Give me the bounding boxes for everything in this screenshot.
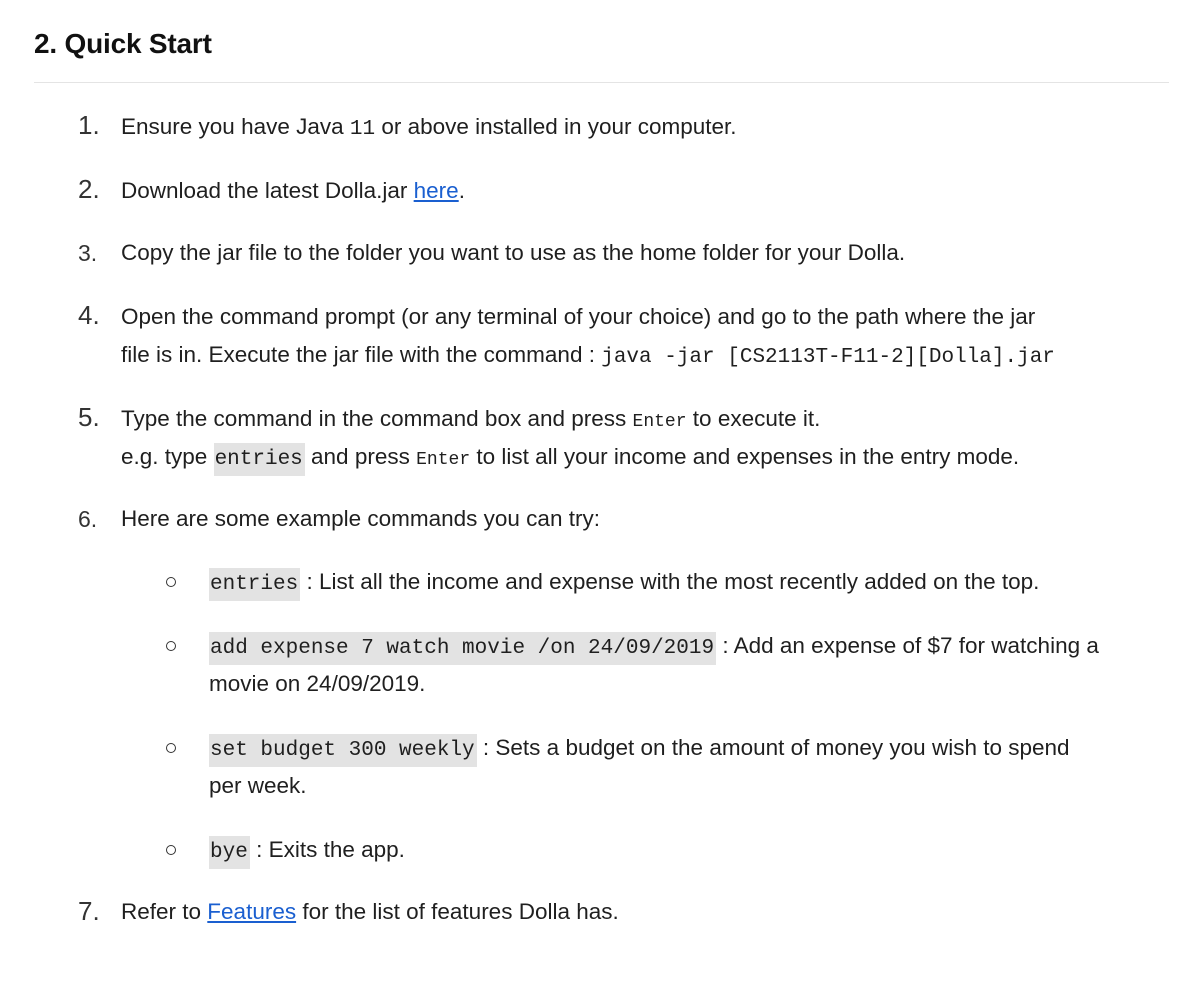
step-2-text-after: .	[458, 178, 465, 203]
step-5-line-2-mid: and press	[304, 444, 417, 469]
circle-bullet-icon	[166, 845, 176, 855]
circle-bullet-icon	[166, 577, 176, 587]
example-code-set-budget: set budget 300 weekly	[209, 734, 477, 767]
example-code-bye: bye	[209, 836, 250, 869]
step-4-line-1: Open the command prompt (or any terminal of your choice) and go to the path where the jar	[121, 304, 1036, 329]
enter-key-label-2: Enter	[416, 450, 471, 470]
circle-bullet-icon	[166, 743, 176, 753]
step-1-text	[121, 116, 737, 140]
step-2-text	[121, 180, 465, 203]
step-4-line-2	[121, 344, 1055, 368]
example-set-budget	[209, 737, 1070, 761]
step-5-line-1	[121, 408, 820, 431]
step-1-text-before: Ensure you have Java	[121, 114, 350, 139]
download-here-link[interactable]: here	[413, 178, 459, 203]
example-entries	[209, 571, 1039, 595]
features-link[interactable]: Features	[207, 899, 297, 924]
step-number-7: 7.	[78, 896, 100, 926]
section-heading: 2. Quick Start	[34, 28, 212, 59]
example-code-entries: entries	[209, 568, 300, 601]
step-number-4: 4.	[78, 300, 100, 330]
example-add-expense	[209, 635, 1099, 659]
step-4-line-2-text: file is in. Execute the jar file with the command :	[121, 342, 602, 367]
run-jar-command: java -jar [CS2113T-F11-2][Dolla].jar	[601, 346, 1055, 369]
example-add-expense-line-2: movie on 24/09/2019.	[209, 671, 426, 696]
step-3-text: Copy the jar file to the folder you want to use as the home folder for your Dolla.	[121, 240, 906, 265]
step-number-5: 5.	[78, 402, 100, 432]
step-5-line-1-after: to execute it.	[686, 406, 821, 431]
step-1-java-version: 11	[349, 118, 376, 141]
entries-code-inline: entries	[214, 443, 305, 476]
step-number-6: 6.	[78, 506, 98, 532]
example-bye-description: : Exits the app.	[249, 837, 405, 862]
step-1-text-after: or above installed in your computer.	[375, 114, 737, 139]
step-number-1: 1.	[78, 110, 100, 140]
example-set-budget-line-2: per week.	[209, 773, 307, 798]
enter-key-label: Enter	[632, 412, 687, 432]
step-5-line-2-before: e.g. type	[121, 444, 214, 469]
step-2-text-before: Download the latest Dolla.jar	[121, 178, 414, 203]
example-add-expense-description: : Add an expense of $7 for watching a	[716, 633, 1099, 658]
step-number-2: 2.	[78, 174, 100, 204]
step-5-line-2	[121, 446, 1019, 470]
step-number-3: 3.	[78, 240, 98, 266]
step-7-text-before: Refer to	[121, 899, 208, 924]
example-bye	[209, 839, 405, 863]
step-7-text	[121, 901, 619, 924]
step-6-text: Here are some example commands you can try:	[121, 506, 600, 531]
step-7-text-after: for the list of features Dolla has.	[296, 899, 619, 924]
example-entries-description: : List all the income and expense with the most recently added on the top.	[300, 569, 1040, 594]
circle-bullet-icon	[166, 641, 176, 651]
example-set-budget-description: : Sets a budget on the amount of money you wish to spend	[476, 735, 1070, 760]
heading-divider	[34, 82, 1169, 83]
example-code-add-expense: add expense 7 watch movie /on 24/09/2019	[209, 632, 716, 665]
step-5-line-1-before: Type the command in the command box and press	[121, 406, 633, 431]
step-5-line-2-after: to list all your income and expenses in the entry mode.	[470, 444, 1020, 469]
